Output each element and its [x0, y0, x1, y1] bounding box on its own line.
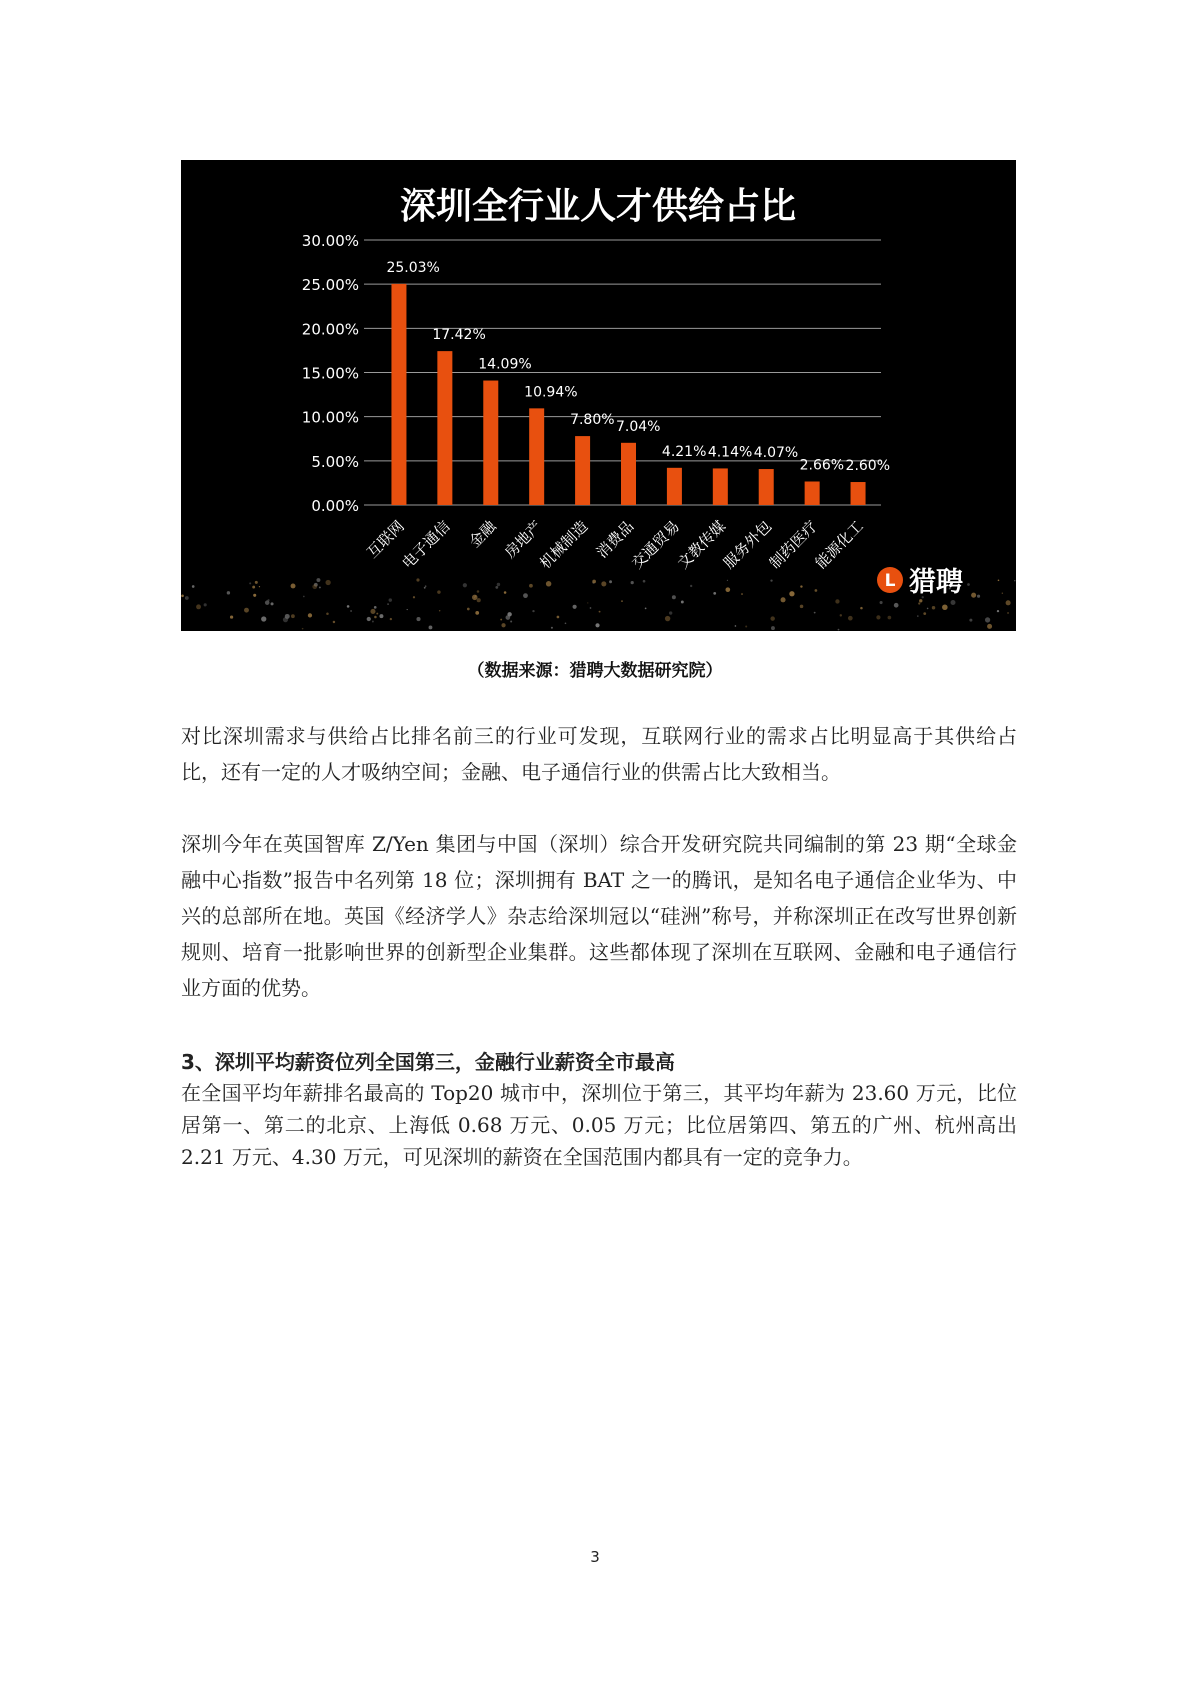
sparkle-dot: [967, 583, 970, 586]
bar-value-label: 7.80%: [570, 412, 615, 429]
bar-chart: [181, 160, 1016, 631]
sparkle-dot: [918, 602, 920, 604]
sparkle-dot: [681, 601, 684, 604]
sparkle-dot: [495, 586, 498, 589]
sparkle-dot: [374, 606, 377, 609]
sparkle-dot: [529, 584, 533, 588]
sparkle-dot: [196, 604, 201, 609]
bar: [851, 482, 866, 505]
bar: [759, 469, 774, 505]
sparkle-dot: [244, 608, 249, 613]
bar: [713, 468, 728, 505]
sparkle-dot: [601, 581, 606, 586]
sparkle-dot: [249, 582, 251, 584]
bar-value-label: 4.07%: [753, 445, 799, 462]
sparkle-dot: [319, 586, 321, 588]
x-category-label: 互联网: [363, 517, 408, 562]
y-tick-label: 30.00%: [301, 232, 359, 250]
sparkle-dot: [971, 593, 976, 598]
y-tick-label: 15.00%: [301, 364, 359, 383]
bar: [621, 443, 636, 505]
sparkle-dot: [425, 585, 427, 587]
sparkle-dot: [573, 605, 577, 609]
sparkle-dot: [439, 610, 440, 611]
sparkle-dot: [745, 625, 747, 627]
sparkle-dot: [1002, 593, 1003, 594]
figure-caption: （数据来源：猎聘大数据研究院）: [467, 661, 723, 681]
x-category-label: 消费品: [592, 517, 638, 562]
sparkle-dot: [308, 613, 312, 617]
sparkle-dot: [504, 591, 507, 594]
sparkle-dot: [997, 610, 999, 612]
bar-value-label: 17.42%: [432, 327, 486, 344]
sparkle-dot: [312, 584, 317, 589]
sparkle-dot: [230, 615, 233, 618]
sparkle-dot: [727, 580, 728, 581]
sparkle-dot: [185, 596, 189, 600]
sparkle-dot: [500, 619, 502, 621]
sparkle-dot: [390, 618, 392, 620]
bar-value-label: 14.09%: [478, 356, 532, 373]
sparkle-dot: [333, 621, 335, 623]
sparkle-dot: [475, 611, 479, 615]
sparkle-dot: [523, 593, 528, 598]
sparkle-dot: [316, 578, 320, 582]
sparkle-dot: [917, 615, 918, 616]
sparkle-dot: [291, 584, 296, 589]
sparkle-dot: [255, 581, 258, 584]
x-category-label: 制药医疗: [765, 517, 821, 573]
sparkle-dot: [463, 583, 467, 587]
sparkle-dot: [631, 581, 634, 584]
sparkle-dot: [645, 607, 647, 609]
sparkle-dot: [969, 619, 972, 622]
sparkle-dot: [565, 622, 567, 624]
bar: [483, 381, 498, 505]
sparkle-dot: [227, 591, 230, 594]
sparkle-dot: [713, 592, 716, 595]
x-category-label: 房地产: [500, 517, 546, 562]
sparkle-dot: [932, 606, 935, 609]
sparkle-dot: [595, 623, 599, 627]
sparkle-dot: [1007, 612, 1009, 614]
sparkle-dot: [472, 595, 478, 601]
sparkle-dot: [590, 607, 592, 609]
sparkle-dot: [407, 609, 408, 610]
sparkle-dot: [672, 595, 676, 599]
sparkle-dot: [271, 602, 274, 605]
sparkle-dot: [347, 605, 350, 608]
sparkle-dot: [840, 614, 842, 616]
sparkle-dot: [741, 593, 743, 595]
sparkle-dot: [621, 600, 623, 602]
sparkle-dot: [303, 596, 305, 598]
section-heading: 3、深圳平均薪资位列全国第三，金融行业薪资全市最高: [181, 1050, 675, 1074]
bar: [805, 482, 820, 505]
chart-title: 深圳全行业人才供给占比: [399, 186, 797, 227]
bar-value-label: 2.66%: [799, 457, 845, 474]
sparkle-dot: [261, 616, 266, 621]
sparkle-dot: [735, 625, 737, 627]
bar-value-label: 4.14%: [707, 444, 753, 461]
sparkle-dot: [376, 613, 378, 615]
sparkle-dot: [379, 614, 383, 618]
sparkle-dot: [291, 614, 295, 618]
sparkle-dot: [848, 616, 853, 621]
bar: [575, 436, 590, 505]
sparkle-dot: [927, 608, 929, 610]
sparkle-dot: [690, 585, 692, 587]
bar-value-label: 10.94%: [524, 384, 578, 401]
sparkle-dot: [587, 602, 588, 603]
sparkle-dot: [367, 617, 371, 621]
sparkle-dot: [942, 604, 948, 610]
bar-value-label: 4.21%: [661, 443, 707, 460]
page-number: 3: [590, 1548, 600, 1566]
x-category-label: 机械制造: [536, 517, 592, 573]
sparkle-dot: [665, 616, 670, 621]
sparkle-dot: [416, 617, 420, 621]
sparkle-dot: [506, 615, 511, 620]
paragraph-supply-demand: 对比深圳需求与供给占比排名前三的行业可发现，互联网行业的需求占比明显高于其供给占比，还有一定的人才吸纳空间；金融、电子通信行业的供需占比大致相当。: [181, 724, 1017, 784]
sparkle-dot: [501, 623, 505, 627]
sparkle-dot: [259, 586, 260, 587]
bar: [391, 284, 406, 505]
x-category-label: 金融: [465, 517, 500, 552]
sparkle-dot: [880, 601, 883, 604]
sparkle-dot: [894, 603, 899, 608]
sparkle-dot: [643, 580, 646, 583]
sparkle-dot: [923, 612, 926, 615]
sparkle-dot: [510, 621, 512, 623]
paragraph-salary: 在全国平均年薪排名最高的 Top20 城市中，深圳位于第三，其平均年薪为 23.60 万元，比位居第一、第二的北京、上海低 0.68 万元、0.05 万元；比位居第四、第五的广州、杭州高出 2.21 万元、4.30 万元，可见深圳的薪资在全国范围内都具有一定的竞争力。: [181, 1081, 1017, 1169]
x-category-label: 电子通信: [398, 517, 454, 573]
sparkle-dot: [424, 587, 426, 589]
sparkle-dot: [592, 580, 596, 584]
x-category-label: 交通贸易: [628, 517, 684, 573]
liepin-logo-text: 猎聘: [909, 567, 963, 598]
bar: [529, 408, 544, 505]
sparkle-dot: [800, 585, 802, 587]
sparkle-dot: [325, 580, 330, 585]
sparkle-dot: [770, 616, 774, 620]
sparkle-dot: [372, 621, 374, 623]
y-tick-label: 5.00%: [311, 452, 359, 471]
y-tick-label: 0.00%: [311, 497, 359, 515]
bar-value-label: 25.03%: [386, 259, 440, 276]
sparkle-dot: [815, 589, 818, 592]
bar: [667, 468, 682, 505]
sparkle-dot: [814, 612, 816, 614]
paragraph-advantages: 深圳今年在英国智库 Z/Yen 集团与中国（深圳）综合开发研究院共同编制的第 23 期“全球金融中心指数”报告中名列第 18 位；深圳拥有 BAT 之一的腾讯，是知名电子通信企业华为、中兴的总部所在地。英国《经济学人》杂志给深圳冠以“硅洲”称号，并称深圳正在改写世界创新规则、培育一批影响世界的创新型企业集群。这些都体现了深圳在互联网、金融和电子通信行业方面的优势。: [181, 832, 1017, 1000]
x-category-label: 文教传媒: [673, 517, 730, 573]
x-category-label: 服务外包: [719, 517, 776, 573]
chart-svg: [181, 160, 1016, 631]
sparkle-dot: [350, 610, 352, 612]
liepin-logo-mark: L: [884, 571, 896, 591]
sparkle-dot: [265, 600, 270, 605]
sparkle-dot: [532, 610, 534, 612]
sparkle-dot: [181, 594, 184, 597]
sparkle-dot: [546, 581, 551, 586]
y-tick-label: 20.00%: [301, 320, 359, 339]
sparkle-dot: [1014, 580, 1015, 581]
sparkle-dot: [835, 599, 839, 603]
sparkle-dot: [771, 626, 775, 630]
bar-value-label: 2.60%: [845, 458, 891, 475]
sparkle-dot: [977, 595, 980, 598]
sparkle-dot: [987, 624, 992, 629]
sparkle-dot: [252, 586, 255, 589]
sparkle-dot: [599, 611, 601, 613]
sparkle-dot: [374, 616, 377, 619]
sparkle-dot: [389, 598, 392, 601]
sparkle-dot: [838, 629, 840, 631]
sparkle-dot: [551, 627, 553, 629]
sparkle-dot: [860, 607, 862, 609]
sparkle-dot: [477, 590, 480, 593]
sparkle-dot: [192, 585, 195, 588]
sparkle-dot: [326, 612, 329, 615]
sparkle-dot: [467, 608, 470, 611]
sparkle-dot: [919, 599, 922, 602]
sparkle-dot: [497, 583, 500, 586]
sparkle-dot: [781, 597, 786, 602]
sparkle-dot: [985, 617, 990, 622]
sparkle-dot: [725, 587, 730, 592]
bar: [437, 351, 452, 505]
y-tick-label: 10.00%: [301, 408, 359, 427]
liepin-logo: [877, 567, 963, 598]
sparkle-dot: [387, 603, 388, 604]
sparkle-dot: [253, 594, 256, 597]
bar-value-label: 7.04%: [616, 418, 661, 435]
y-tick-label: 25.00%: [301, 276, 359, 295]
sparkle-dot: [285, 614, 290, 619]
sparkle-dot: [302, 628, 304, 630]
sparkle-dot: [416, 578, 419, 581]
sparkle-dot: [770, 580, 772, 582]
sparkle-dot: [950, 600, 955, 605]
sparkle-dot: [669, 611, 672, 614]
sparkle-dot: [876, 615, 880, 619]
sparkle-dot: [888, 616, 892, 620]
sparkle-dot: [609, 580, 612, 583]
sparkle-dot: [477, 598, 481, 602]
sparkle-dot: [204, 603, 207, 606]
sparkle-dot: [429, 626, 433, 630]
sparkle-dot: [557, 616, 560, 619]
sparkle-dot: [998, 579, 1000, 581]
x-category-label: 能源化工: [811, 517, 867, 573]
sparkle-dot: [1006, 600, 1011, 605]
sparkle-dot: [789, 591, 794, 596]
sparkle-dot: [413, 596, 415, 598]
sparkle-dot: [800, 605, 804, 609]
sparkle-dot: [370, 609, 375, 614]
sparkle-dot: [437, 590, 440, 593]
